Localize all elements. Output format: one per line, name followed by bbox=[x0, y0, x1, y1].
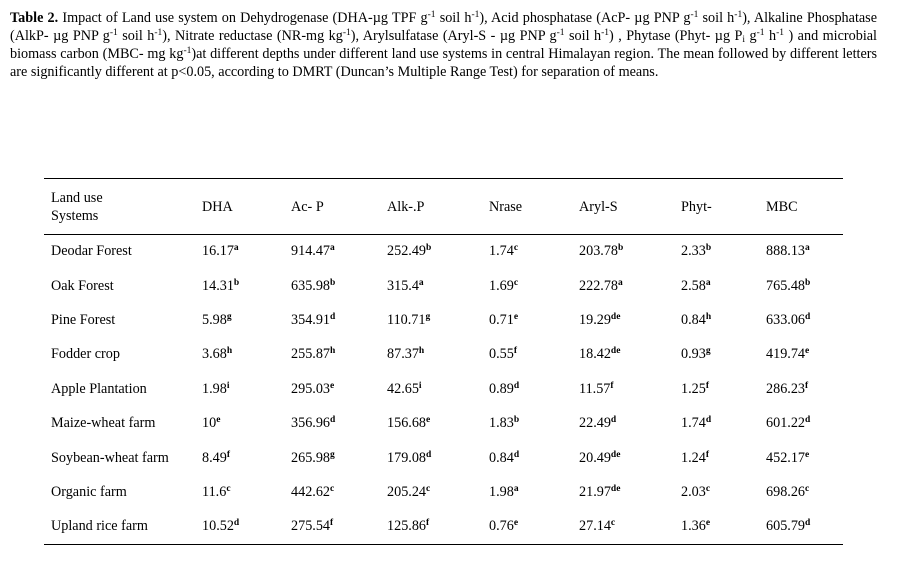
cell-aryl bbox=[579, 303, 681, 337]
header-dha: DHA bbox=[202, 179, 291, 235]
cell-nrase bbox=[489, 303, 579, 337]
cell-dha bbox=[202, 269, 291, 303]
significance-letter: d bbox=[805, 518, 811, 529]
cell-value: 125.86 bbox=[387, 518, 427, 535]
cell-alkp bbox=[387, 269, 489, 303]
significance-letter: i bbox=[226, 380, 230, 391]
cell-nrase bbox=[489, 510, 579, 544]
significance-letter: a bbox=[618, 277, 623, 288]
cell-value: 2.03 bbox=[681, 483, 706, 500]
significance-letter: c bbox=[426, 483, 431, 494]
cell-value: 10.52 bbox=[202, 518, 234, 535]
cell-aryl bbox=[579, 475, 681, 509]
cell-value: 222.78 bbox=[579, 277, 619, 294]
cell-dha bbox=[202, 372, 291, 406]
significance-letter: c bbox=[330, 483, 335, 494]
cell-value: 635.98 bbox=[291, 277, 331, 294]
cell-mbc bbox=[766, 475, 843, 509]
cell-value: 765.48 bbox=[766, 277, 806, 294]
table-row bbox=[44, 372, 843, 406]
significance-letter: d bbox=[513, 380, 520, 391]
cell-value: 1.24 bbox=[681, 449, 706, 466]
significance-letter: b bbox=[426, 243, 432, 254]
cell-mbc bbox=[766, 406, 843, 440]
cell-value: 0.93 bbox=[681, 346, 706, 363]
cell-value: 2.33 bbox=[681, 243, 706, 260]
cell-acp bbox=[291, 338, 387, 372]
cell-value: 0.84 bbox=[489, 449, 514, 466]
significance-letter: f bbox=[226, 449, 230, 460]
cell-value: 27.14 bbox=[579, 518, 611, 535]
significance-letter: f bbox=[805, 380, 809, 391]
significance-letter: f bbox=[705, 380, 709, 391]
cell-value: 914.47 bbox=[291, 243, 331, 260]
cell-value: 5.98 bbox=[202, 311, 227, 328]
cell-value: 3.68 bbox=[202, 346, 227, 363]
significance-letter: a bbox=[513, 483, 519, 494]
cell-dha bbox=[202, 441, 291, 475]
significance-letter: e bbox=[805, 449, 810, 460]
table-row bbox=[44, 269, 843, 303]
cell-value: 1.36 bbox=[681, 518, 706, 535]
cell-value: 2.58 bbox=[681, 277, 706, 294]
cell-value: 1.25 bbox=[681, 380, 706, 397]
cell-value: 1.98 bbox=[489, 483, 514, 500]
significance-letter: b bbox=[705, 243, 712, 254]
cell-value: 0.89 bbox=[489, 380, 514, 397]
significance-letter: a bbox=[705, 277, 711, 288]
cell-aryl bbox=[579, 235, 681, 269]
cell-acp bbox=[291, 235, 387, 269]
cell-acp bbox=[291, 406, 387, 440]
cell-value: 11.6 bbox=[202, 483, 227, 500]
cell-value: 205.24 bbox=[387, 483, 427, 500]
cell-mbc bbox=[766, 235, 843, 269]
header-mbc: MBC bbox=[766, 179, 843, 235]
cell-nrase bbox=[489, 441, 579, 475]
significance-letter: de bbox=[610, 483, 621, 494]
cell-acp bbox=[291, 303, 387, 337]
cell-value: 354.91 bbox=[291, 311, 331, 328]
cell-value: 14.31 bbox=[202, 277, 234, 294]
cell-value: 265.98 bbox=[291, 449, 331, 466]
significance-letter: g bbox=[425, 311, 431, 322]
significance-letter: b bbox=[330, 277, 336, 288]
significance-letter: d bbox=[513, 449, 520, 460]
table-label: Table 2. bbox=[10, 10, 59, 26]
significance-letter: de bbox=[610, 449, 621, 460]
cell-value: 20.49 bbox=[579, 449, 611, 466]
significance-letter: b bbox=[618, 243, 624, 254]
cell-value: 442.62 bbox=[291, 483, 331, 500]
cell-value: 1.74 bbox=[489, 243, 514, 260]
significance-letter: a bbox=[805, 243, 810, 254]
cell-value: 419.74 bbox=[766, 346, 806, 363]
cell-value: 1.98 bbox=[202, 380, 227, 397]
significance-letter: c bbox=[226, 483, 231, 494]
cell-dha bbox=[202, 510, 291, 544]
significance-letter: b bbox=[805, 277, 811, 288]
cell-system: Deodar Forest bbox=[51, 243, 132, 260]
header-alkp: Alk-.P bbox=[387, 179, 489, 235]
significance-letter: d bbox=[330, 311, 336, 322]
cell-system: Pine Forest bbox=[51, 311, 116, 328]
cell-mbc bbox=[766, 338, 843, 372]
cell-phyt bbox=[681, 303, 766, 337]
cell-value: 286.23 bbox=[766, 380, 806, 397]
cell-phyt bbox=[681, 372, 766, 406]
significance-letter: de bbox=[610, 311, 621, 322]
significance-letter: e bbox=[513, 311, 519, 322]
cell-alkp bbox=[387, 338, 489, 372]
table-row bbox=[44, 338, 843, 372]
significance-letter: a bbox=[330, 243, 335, 254]
table-row bbox=[44, 475, 843, 509]
cell-value: 203.78 bbox=[579, 243, 619, 260]
significance-letter: h bbox=[418, 346, 425, 357]
cell-phyt bbox=[681, 235, 766, 269]
cell-value: 11.57 bbox=[579, 380, 611, 397]
table-row bbox=[44, 303, 843, 337]
cell-aryl bbox=[579, 269, 681, 303]
cell-alkp bbox=[387, 406, 489, 440]
significance-letter: b bbox=[513, 415, 520, 426]
cell-alkp bbox=[387, 303, 489, 337]
significance-letter: h bbox=[705, 311, 712, 322]
cell-value: 87.37 bbox=[387, 346, 419, 363]
cell-value: 156.68 bbox=[387, 415, 427, 432]
cell-system: Organic farm bbox=[51, 483, 127, 500]
significance-letter: a bbox=[233, 243, 239, 254]
cell-value: 356.96 bbox=[291, 415, 331, 432]
cell-system: Fodder crop bbox=[51, 346, 120, 363]
cell-aryl bbox=[579, 372, 681, 406]
header-aryl: Aryl-S bbox=[579, 179, 681, 235]
cell-dha bbox=[202, 406, 291, 440]
significance-letter: g bbox=[226, 311, 232, 322]
cell-dha bbox=[202, 303, 291, 337]
cell-value: 21.97 bbox=[579, 483, 611, 500]
table-row bbox=[44, 406, 843, 440]
cell-system: Maize-wheat farm bbox=[51, 415, 156, 432]
cell-system: Upland rice farm bbox=[44, 510, 202, 544]
cell-alkp bbox=[387, 441, 489, 475]
cell-value: 10 bbox=[202, 415, 217, 432]
cell-value: 42.65 bbox=[387, 380, 419, 397]
cell-value: 315.4 bbox=[387, 277, 419, 294]
significance-letter: de bbox=[610, 346, 621, 357]
significance-letter: d bbox=[610, 415, 617, 426]
significance-letter: f bbox=[330, 518, 334, 529]
cell-nrase bbox=[489, 372, 579, 406]
cell-value: 295.03 bbox=[291, 380, 331, 397]
significance-letter: c bbox=[513, 277, 519, 288]
header-nrase: Nrase bbox=[489, 179, 579, 235]
cell-value: 275.54 bbox=[291, 518, 331, 535]
cell-value: 888.13 bbox=[766, 243, 806, 260]
cell-dha bbox=[202, 338, 291, 372]
significance-letter: e bbox=[426, 415, 431, 426]
significance-letter: g bbox=[330, 449, 335, 460]
significance-letter: f bbox=[610, 380, 614, 391]
table-row bbox=[44, 510, 843, 544]
cell-dha bbox=[202, 235, 291, 269]
cell-value: 179.08 bbox=[387, 449, 427, 466]
cell-value: 8.49 bbox=[202, 449, 227, 466]
cell-nrase bbox=[489, 338, 579, 372]
significance-letter: c bbox=[805, 483, 810, 494]
cell-aryl bbox=[579, 441, 681, 475]
significance-letter: d bbox=[233, 518, 240, 529]
significance-letter: f bbox=[705, 449, 709, 460]
significance-letter: d bbox=[705, 415, 712, 426]
cell-value: 605.79 bbox=[766, 518, 806, 535]
cell-value: 698.26 bbox=[766, 483, 806, 500]
cell-mbc bbox=[766, 372, 843, 406]
significance-letter: c bbox=[705, 483, 711, 494]
cell-value: 0.71 bbox=[489, 311, 514, 328]
cell-phyt bbox=[681, 406, 766, 440]
cell-value: 18.42 bbox=[579, 346, 611, 363]
significance-letter: e bbox=[216, 415, 221, 426]
significance-letter: b bbox=[233, 277, 240, 288]
significance-letter: d bbox=[426, 449, 432, 460]
cell-value: 1.74 bbox=[681, 415, 706, 432]
cell-alkp bbox=[387, 510, 489, 544]
cell-value: 16.17 bbox=[202, 243, 234, 260]
significance-letter: d bbox=[330, 415, 336, 426]
significance-letter: d bbox=[805, 415, 811, 426]
significance-letter: i bbox=[418, 380, 422, 391]
significance-letter: h bbox=[226, 346, 233, 357]
cell-alkp bbox=[387, 235, 489, 269]
cell-value: 1.69 bbox=[489, 277, 514, 294]
cell-aryl bbox=[579, 510, 681, 544]
header-row bbox=[44, 179, 843, 235]
cell-nrase bbox=[489, 269, 579, 303]
cell-alkp bbox=[387, 372, 489, 406]
cell-mbc bbox=[766, 510, 843, 544]
significance-letter: e bbox=[805, 346, 810, 357]
significance-letter: e bbox=[513, 518, 519, 529]
significance-letter: e bbox=[705, 518, 711, 529]
cell-value: 22.49 bbox=[579, 415, 611, 432]
cell-value: 0.84 bbox=[681, 311, 706, 328]
header-land-use: Land use Systems bbox=[44, 179, 202, 235]
table-caption: Table 2. Impact of Land use system on Dehydrogenase (DHA-µg TPF $g^{-1}$ soil $h^{-1}$), Acid phosphatase (AcP- µg PNP $g^{-1}$ soil $h^{-1}$), Alkaline Phosphatase (AlkP- µg PNP $g^{-1}$ soil $h^{-1}$), Nitrate reductase (NR-mg $kg^{-1}$), Arylsulfatase (Aryl-S - µg PNP $g^{-1}$ soil $h^{-1}$) , Phytase (Phyt- µg $P_i$ $g^{-1}$ $h^{-1}$ ) and microbial biomass carbon (MBC- mg $kg^{-1})at$ different depths under different land use systems in central Himalayan region. The mean followed by different letters are significantly different at p<0.05, according to DMRT (Duncan’s Multiple Range Test) for separation of means. bbox=[10, 10, 877, 80]
cell-phyt bbox=[681, 269, 766, 303]
cell-nrase bbox=[489, 406, 579, 440]
cell-value: 452.17 bbox=[766, 449, 806, 466]
cell-aryl bbox=[579, 338, 681, 372]
header-acp: Ac- P bbox=[291, 179, 387, 235]
cell-mbc bbox=[766, 269, 843, 303]
cell-acp bbox=[291, 372, 387, 406]
cell-system: Soybean-wheat farm bbox=[51, 449, 169, 466]
data-table bbox=[44, 178, 843, 545]
significance-letter: c bbox=[513, 243, 519, 254]
cell-value: 633.06 bbox=[766, 311, 806, 328]
significance-letter: d bbox=[805, 311, 811, 322]
cell-value: 110.71 bbox=[387, 311, 426, 328]
cell-mbc bbox=[766, 303, 843, 337]
cell-value: 252.49 bbox=[387, 243, 427, 260]
cell-phyt bbox=[681, 475, 766, 509]
significance-letter: f bbox=[426, 518, 430, 529]
table-row bbox=[44, 441, 843, 475]
cell-value: 0.76 bbox=[489, 518, 514, 535]
cell-value: 0.55 bbox=[489, 346, 514, 363]
cell-nrase bbox=[489, 475, 579, 509]
cell-system: Apple Plantation bbox=[51, 380, 147, 397]
cell-system: Oak Forest bbox=[51, 277, 114, 294]
significance-letter: c bbox=[610, 518, 616, 529]
cell-aryl bbox=[579, 406, 681, 440]
cell-nrase bbox=[489, 235, 579, 269]
significance-letter: f bbox=[513, 346, 517, 357]
cell-alkp bbox=[387, 475, 489, 509]
cell-acp bbox=[291, 510, 387, 544]
cell-dha bbox=[202, 475, 291, 509]
cell-value: 1.83 bbox=[489, 415, 514, 432]
cell-acp bbox=[291, 441, 387, 475]
cell-value: 601.22 bbox=[766, 415, 806, 432]
cell-mbc bbox=[766, 441, 843, 475]
cell-phyt bbox=[681, 510, 766, 544]
significance-letter: g bbox=[705, 346, 711, 357]
header-phyt: Phyt- bbox=[681, 179, 766, 235]
cell-phyt bbox=[681, 441, 766, 475]
significance-letter: e bbox=[330, 380, 335, 391]
cell-acp bbox=[291, 269, 387, 303]
table-row bbox=[44, 235, 843, 269]
significance-letter: h bbox=[330, 346, 336, 357]
cell-value: 19.29 bbox=[579, 311, 611, 328]
significance-letter: a bbox=[418, 277, 424, 288]
cell-value: 255.87 bbox=[291, 346, 331, 363]
cell-phyt bbox=[681, 338, 766, 372]
cell-acp bbox=[291, 475, 387, 509]
